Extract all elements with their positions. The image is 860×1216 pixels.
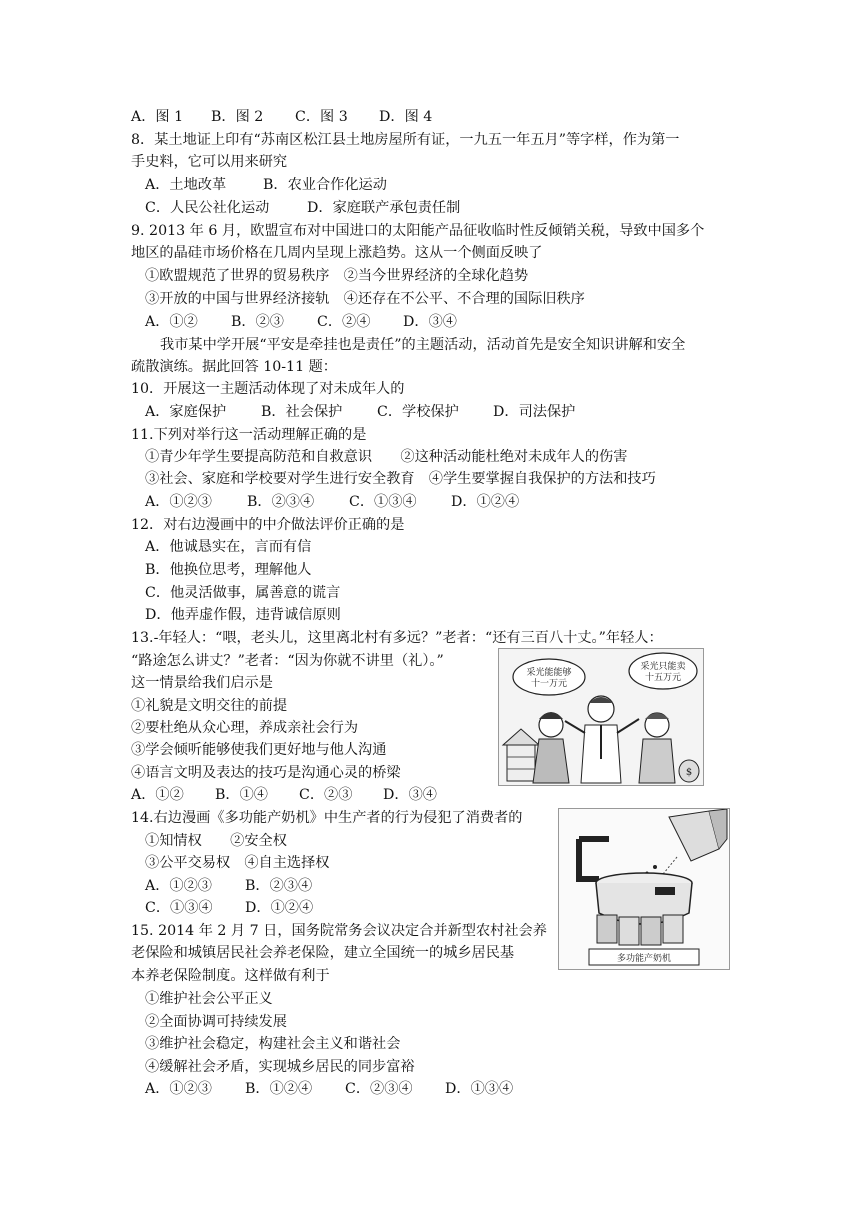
milk-machine-cartoon — [558, 808, 730, 970]
q13-statement-1: ①礼貌是文明交往的前提 — [131, 698, 288, 714]
q10-option-b: B．社会保护 — [261, 404, 343, 420]
q8-stem-line2: 手史料，它可以用来研究 — [131, 154, 288, 170]
milk-machine-drawing — [559, 809, 729, 969]
q9-option-b: B．②③ — [231, 314, 284, 330]
q7-option-b: B．图 2 — [211, 109, 264, 125]
milk-machine-caption: 多功能产奶机 — [616, 954, 672, 964]
q11-option-b: B．②③④ — [247, 494, 315, 510]
q15-stem-line1: 15. 2014 年 2 月 7 日，国务院常务会议决定合并新型农村社会养 — [131, 923, 547, 939]
q14-option-b: B．②③④ — [245, 878, 313, 894]
q13-statement-4: ④语言文明及表达的技巧是沟通心灵的桥梁 — [131, 765, 401, 781]
q11-option-c: C．①③④ — [349, 494, 417, 510]
q10-option-d: D．司法保护 — [493, 404, 576, 420]
q14-option-a: A．①②③ — [145, 878, 212, 894]
q12-option-a: A．他诚恳实在，言而有信 — [145, 539, 312, 555]
bubble-left-line2: 十一万元 — [530, 679, 568, 689]
intermediary-cartoon-drawing — [499, 649, 703, 785]
q14-statements-1: ①知情权 ②安全权 — [145, 833, 287, 849]
q7-option-c: C．图 3 — [295, 109, 348, 125]
q13-option-b: B．①④ — [215, 787, 268, 803]
intro-10-11-line1: 我市某中学开展“平安是牵挂也是责任”的主题活动，活动首先是安全知识讲解和安全 — [160, 337, 686, 353]
q15-stem-line2: 老保险和城镇居民社会养老保险，建立全国统一的城乡居民基 — [131, 945, 515, 961]
bubble-right-line2: 十五万元 — [644, 673, 682, 683]
q13-stem-line3: 这一情景给我们启示是 — [131, 675, 273, 691]
q15-statement-1: ①维护社会公平正义 — [145, 991, 273, 1007]
bubble-right-line1: 采光只能卖 — [640, 662, 686, 672]
q13-statement-2: ②要杜绝从众心理，养成亲社会行为 — [131, 720, 359, 736]
q9-stem-line1: 9. 2013 年 6 月，欧盟宣布对中国进口的太阳能产品征收临时性反倾销关税，导致中国多个 — [131, 223, 705, 239]
q11-statements-2: ③社会、家庭和学校要对学生进行安全教育 ④学生要掌握自我保护的方法和技巧 — [145, 471, 656, 487]
q8-options-row1 — [145, 175, 387, 195]
q13-option-c: C．②③ — [299, 787, 353, 803]
q10-stem: 10．开展这一主题活动体现了对未成年人的 — [131, 381, 405, 397]
q14-stem: 14.右边漫画《多功能产奶机》中生产者的行为侵犯了消费者的 — [131, 810, 523, 826]
q14-option-d: D．①②④ — [245, 900, 314, 916]
q15-option-b: B．①②④ — [245, 1081, 313, 1097]
q9-statements-1: ①欧盟规范了世界的贸易秩序 ②当今世界经济的全球化趋势 — [145, 268, 529, 284]
q12-option-c: C．他灵活做事，属善意的谎言 — [145, 585, 341, 601]
q8-stem-line1: 8．某土地证上印有“苏南区松江县土地房屋所有证，一九五一年五月”等字样，作为第一 — [131, 132, 680, 148]
q8-option-c: C．人民公社化运动 — [145, 200, 270, 216]
q9-statements-2: ③开放的中国与世界经济接轨 ④还存在不公平、不合理的国际旧秩序 — [145, 291, 585, 307]
q13-option-a: A．①② — [131, 787, 184, 803]
q11-statements-1: ①青少年学生要提高防范和自救意识 ②这种活动能杜绝对未成年人的伤害 — [145, 449, 628, 465]
q10-option-a: A．家庭保护 — [145, 404, 227, 420]
q11-option-a: A．①②③ — [145, 494, 212, 510]
q7-options — [131, 107, 432, 127]
bubble-left-line1: 采光能能够 — [526, 668, 572, 678]
svg-text:$: $ — [685, 767, 693, 778]
q15-stem-line3: 本养老保险制度。这样做有利于 — [131, 968, 330, 984]
q11-option-d: D．①②④ — [451, 494, 520, 510]
q15-statement-4: ④缓解社会矛盾，实现城乡居民的同步富裕 — [145, 1059, 415, 1075]
q13-stem-line1: 13.-年轻人：“喂，老头儿，这里离北村有多远？”老者：“还有三百八十丈。”年轻人： — [131, 630, 663, 646]
q14-statements-2: ③公平交易权 ④自主选择权 — [145, 855, 330, 871]
q12-option-d: D．他弄虚作假，违背诚信原则 — [145, 607, 341, 623]
q14-options-row2 — [145, 898, 313, 918]
q15-option-d: D．①③④ — [445, 1081, 514, 1097]
q9-option-a: A．①② — [145, 314, 198, 330]
q9-stem-line2: 地区的晶硅市场价格在几周内呈现上涨趋势。这从一个侧面反映了 — [131, 245, 543, 261]
q8-options-row2 — [145, 198, 460, 218]
q9-option-c: C．②④ — [317, 314, 371, 330]
q15-option-c: C．②③④ — [345, 1081, 413, 1097]
q12-option-b: B．他换位思考，理解他人 — [145, 562, 312, 578]
q13-statement-3: ③学会倾听能够使我们更好地与他人沟通 — [131, 742, 387, 758]
q7-option-a: A．图 1 — [131, 109, 184, 125]
q13-option-d: D．③④ — [383, 787, 437, 803]
q12-stem: 12．对右边漫画中的中介做法评价正确的是 — [131, 517, 405, 533]
q15-statement-3: ③维护社会稳定，构建社会主义和谐社会 — [145, 1036, 401, 1052]
q8-option-a: A．土地改革 — [145, 177, 227, 193]
q13-options — [131, 785, 437, 805]
q9-options — [145, 312, 457, 332]
q8-option-d: D．家庭联产承包责任制 — [307, 200, 461, 216]
q15-options — [145, 1079, 513, 1099]
q11-stem: 11.下列对举行这一活动理解正确的是 — [131, 427, 367, 443]
q8-option-b: B．农业合作化运动 — [263, 177, 387, 193]
q15-statement-2: ②全面协调可持续发展 — [145, 1014, 287, 1030]
q10-options — [145, 402, 575, 422]
q10-option-c: C．学校保护 — [377, 404, 459, 420]
q11-options — [145, 492, 519, 512]
q15-option-a: A．①②③ — [145, 1081, 212, 1097]
q14-option-c: C．①③④ — [145, 900, 213, 916]
q9-option-d: D．③④ — [403, 314, 457, 330]
intro-10-11-line2: 疏散演练。据此回答 10-11 题： — [131, 359, 337, 375]
q7-option-d: D．图 4 — [379, 109, 433, 125]
q14-options-row1 — [145, 876, 312, 896]
intermediary-cartoon — [498, 648, 704, 786]
q13-stem-line2: “路途怎么讲丈？”老者：“因为你就不讲里（礼）。” — [131, 653, 444, 669]
